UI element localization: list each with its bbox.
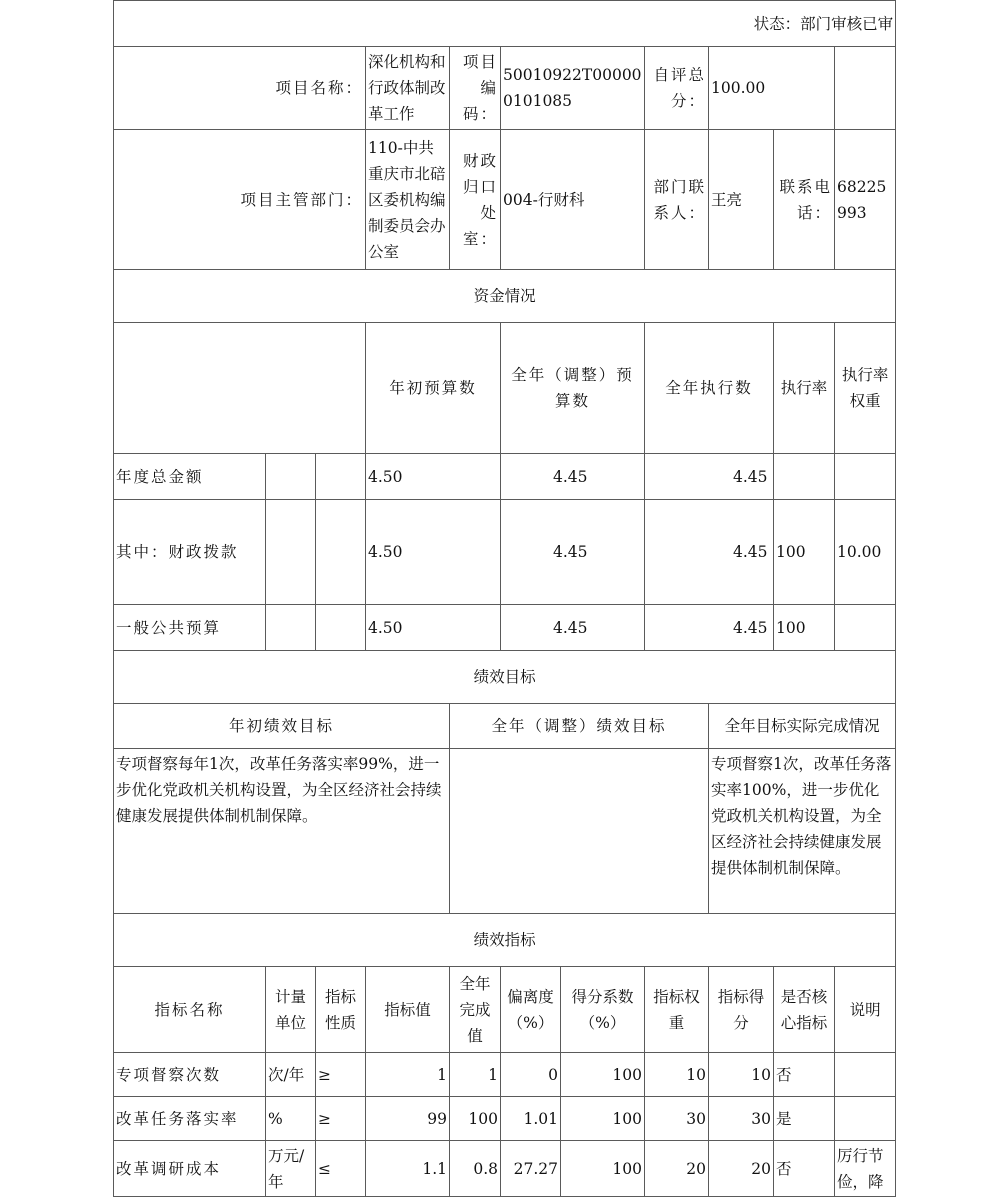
self-score-value: 100.00: [709, 47, 835, 130]
goals-actual-text: 专项督察1次，改革任务落实率100%，进一步优化党政机关机构设置，为全区经济社会持续健康发展提供体制机制保障。: [709, 749, 896, 914]
funds-header-blank: [114, 323, 366, 454]
funds-executed: 4.45: [645, 454, 774, 500]
funds-rate: 100: [774, 605, 835, 651]
ind-deviation: 27.27: [501, 1141, 561, 1197]
ind-name: 专项督察次数: [114, 1053, 266, 1097]
ind-target: 1: [366, 1053, 450, 1097]
ind-nature: ≥: [316, 1053, 366, 1097]
ind-header-target: 指标值: [366, 967, 450, 1053]
ind-actual: 100: [450, 1097, 501, 1141]
ind-unit: %: [266, 1097, 316, 1141]
table-row: [114, 1053, 896, 1097]
ind-weight: 20: [645, 1141, 709, 1197]
funds-row-label: 其中：财政拨款: [114, 500, 266, 605]
finance-office-label: 财政归口处室：: [450, 130, 501, 270]
contact-value: 王亮: [709, 130, 774, 270]
ind-core: 否: [774, 1141, 835, 1197]
ind-unit: 万元/年: [266, 1141, 316, 1197]
phone-value: 68225993: [835, 130, 896, 270]
funds-budget: 4.50: [366, 500, 501, 605]
blank-cell: [266, 605, 316, 651]
ind-header-name: 指标名称: [114, 967, 266, 1053]
ind-note: [835, 1053, 896, 1097]
ind-actual: 0.8: [450, 1141, 501, 1197]
funds-header-executed: 全年执行数: [645, 323, 774, 454]
ind-header-unit: 计量单位: [266, 967, 316, 1053]
ind-nature: ≥: [316, 1097, 366, 1141]
indicators-section-title: 绩效指标: [114, 914, 896, 967]
goals-section-title: 绩效目标: [114, 651, 896, 704]
ind-header-score: 指标得分: [709, 967, 774, 1053]
ind-target: 99: [366, 1097, 450, 1141]
status-text: 状态：部门审核已审: [114, 1, 896, 47]
funds-adjusted: 4.45: [501, 605, 645, 651]
ind-header-core: 是否核心指标: [774, 967, 835, 1053]
ind-header-coef: 得分系数（%）: [561, 967, 645, 1053]
empty-cell: [835, 47, 896, 130]
project-name-value: 深化机构和行政体制改革工作: [366, 47, 450, 130]
blank-cell: [266, 500, 316, 605]
project-code-value: 50010922T000000101085: [501, 47, 645, 130]
ind-weight: 10: [645, 1053, 709, 1097]
table-row: [114, 1141, 896, 1197]
goals-header-initial: 年初绩效目标: [114, 704, 450, 749]
ind-name: 改革任务落实率: [114, 1097, 266, 1141]
ind-unit: 次/年: [266, 1053, 316, 1097]
funds-adjusted: 4.45: [501, 454, 645, 500]
funds-budget: 4.50: [366, 454, 501, 500]
funds-weight: 10.00: [835, 500, 896, 605]
goals-header-adjusted: 全年（调整）绩效目标: [450, 704, 709, 749]
funds-weight: [835, 454, 896, 500]
ind-coef: 100: [561, 1141, 645, 1197]
funds-row: [114, 454, 896, 500]
funds-row: [114, 605, 896, 651]
evaluation-sheet: [113, 0, 895, 1197]
funds-header-weight: 执行率权重: [835, 323, 896, 454]
ind-score: 30: [709, 1097, 774, 1141]
ind-score: 20: [709, 1141, 774, 1197]
goals-adjusted-text: [450, 749, 709, 914]
contact-label: 部门联系人：: [645, 130, 709, 270]
ind-weight: 30: [645, 1097, 709, 1141]
funds-rate: 100: [774, 500, 835, 605]
funds-budget: 4.50: [366, 605, 501, 651]
ind-actual: 1: [450, 1053, 501, 1097]
ind-core: 否: [774, 1053, 835, 1097]
funds-header-rate: 执行率: [774, 323, 835, 454]
phone-label: 联系电话：: [774, 130, 835, 270]
funds-header-adjusted: 全年（调整）预算数: [501, 323, 645, 454]
ind-header-note: 说明: [835, 967, 896, 1053]
funds-executed: 4.45: [645, 605, 774, 651]
table-row: [114, 1097, 896, 1141]
dept-label: 项目主管部门：: [114, 130, 366, 270]
project-name-label: 项目名称：: [114, 47, 366, 130]
blank-cell: [316, 454, 366, 500]
funds-row-label: 年度总金额: [114, 454, 266, 500]
goals-initial-text: 专项督察每年1次，改革任务落实率99%，进一步优化党政机关机构设置，为全区经济社会持续健康发展提供体制机制保障。: [114, 749, 450, 914]
ind-score: 10: [709, 1053, 774, 1097]
self-score-label: 自评总分：: [645, 47, 709, 130]
ind-coef: 100: [561, 1053, 645, 1097]
ind-note: 厉行节俭，降: [835, 1141, 896, 1197]
ind-coef: 100: [561, 1097, 645, 1141]
goals-header-actual: 全年目标实际完成情况: [709, 704, 896, 749]
ind-header-nature: 指标性质: [316, 967, 366, 1053]
ind-header-weight: 指标权重: [645, 967, 709, 1053]
funds-executed: 4.45: [645, 500, 774, 605]
funds-section-title: 资金情况: [114, 270, 896, 323]
funds-header-budget: 年初预算数: [366, 323, 501, 454]
finance-office-value: 004-行财科: [501, 130, 645, 270]
dept-value: 110-中共重庆市北碚区委机构编制委员会办公室: [366, 130, 450, 270]
funds-weight: [835, 605, 896, 651]
ind-name: 改革调研成本: [114, 1141, 266, 1197]
project-code-label: 项目编码：: [450, 47, 501, 130]
ind-deviation: 0: [501, 1053, 561, 1097]
blank-cell: [316, 605, 366, 651]
evaluation-table: [113, 0, 896, 1197]
funds-rate: [774, 454, 835, 500]
ind-deviation: 1.01: [501, 1097, 561, 1141]
ind-core: 是: [774, 1097, 835, 1141]
funds-row-label: 一般公共预算: [114, 605, 266, 651]
funds-row: [114, 500, 896, 605]
ind-target: 1.1: [366, 1141, 450, 1197]
funds-adjusted: 4.45: [501, 500, 645, 605]
ind-nature: ≤: [316, 1141, 366, 1197]
ind-header-deviation: 偏离度（%）: [501, 967, 561, 1053]
ind-note: [835, 1097, 896, 1141]
blank-cell: [316, 500, 366, 605]
ind-header-actual: 全年完成值: [450, 967, 501, 1053]
blank-cell: [266, 454, 316, 500]
